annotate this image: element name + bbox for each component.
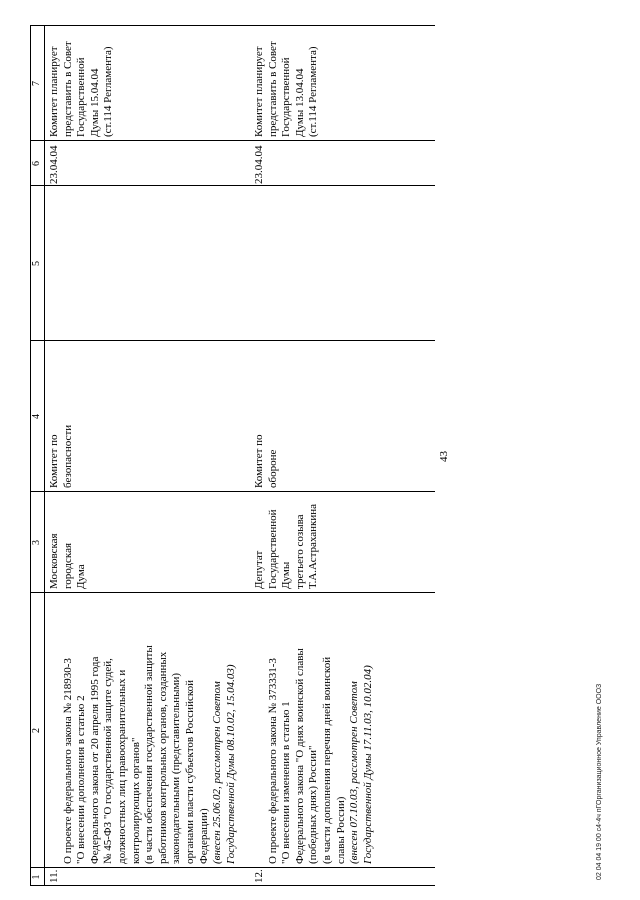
bill-description-note: (внесен 07.10.03, рассмотрен Советом Государственной Думы 17.11.03, 10.02.04) xyxy=(348,665,374,864)
committee-plan: Комитет планирует представить в Совет Государственной Думы 15.04.04 (ст.114 Регламента) xyxy=(48,41,115,137)
column-rule xyxy=(30,885,435,886)
initiator: Московская городская Дума xyxy=(48,533,88,589)
date: 23.04.04 xyxy=(253,145,265,184)
table-header-rule xyxy=(44,26,45,886)
column-header-4: 4 xyxy=(31,414,42,419)
page-number: 43 xyxy=(438,451,450,462)
bills-table xyxy=(30,26,435,886)
column-header-5: 5 xyxy=(31,261,42,266)
initiator: Депутат Государственной Думы третьего созыва Т.А.Астраханкина xyxy=(253,503,320,589)
date: 23.04.04 xyxy=(48,145,60,184)
responsible-committee: Комитет по обороне xyxy=(253,434,279,488)
column-rule xyxy=(30,185,435,186)
column-header-2: 2 xyxy=(31,728,42,733)
column-header-7: 7 xyxy=(31,81,42,86)
row-number: 12. xyxy=(253,869,265,883)
committee-plan: Комитет планирует представить в Совет Государственной Думы 13.04.04 (ст.114 Регламента) xyxy=(253,41,320,137)
column-rule xyxy=(30,25,435,26)
bill-description-text: О проекте федерального закона № 218930-3 "О внесении дополнения в статью 2 Федерального закона от 20 апреля 1995 года № 45-ФЗ "О государственной защите судей, должностных лиц правоохранительных и контролирующих органов" (в части обеспечения государственной защиты работников контрольных органов, созданных законодательными (представительными) органами власти субъектов Российской Федерации) xyxy=(61,645,210,864)
responsible-committee: Комитет по безопасности xyxy=(48,424,74,488)
bill-description-text: О проекте федерального закона № 373331-3 "О внесении изменения в статью 1 Федерального закона "О днях воинской славы (победных днях) России" (в части дополнения перечня дней воинской славы России) xyxy=(266,648,347,864)
column-header-6: 6 xyxy=(31,161,42,166)
column-rule xyxy=(30,340,435,341)
bill-description xyxy=(253,594,389,864)
column-rule xyxy=(30,491,435,492)
column-header-3: 3 xyxy=(31,540,42,545)
bill-description xyxy=(48,594,252,864)
row-number: 11. xyxy=(48,869,60,883)
column-rule xyxy=(30,592,435,593)
column-rule xyxy=(30,140,435,141)
column-header-1: 1 xyxy=(31,874,42,880)
column-rule xyxy=(30,867,435,868)
footer-line: 02 04 04 19 00 с4-4ч пГОрганизационное Управление ОООЗ xyxy=(596,683,603,880)
bill-description-note: (внесен 25.06.02, рассмотрен Советом Государственной Думы 08.10.02, 15.04.03) xyxy=(211,664,237,864)
